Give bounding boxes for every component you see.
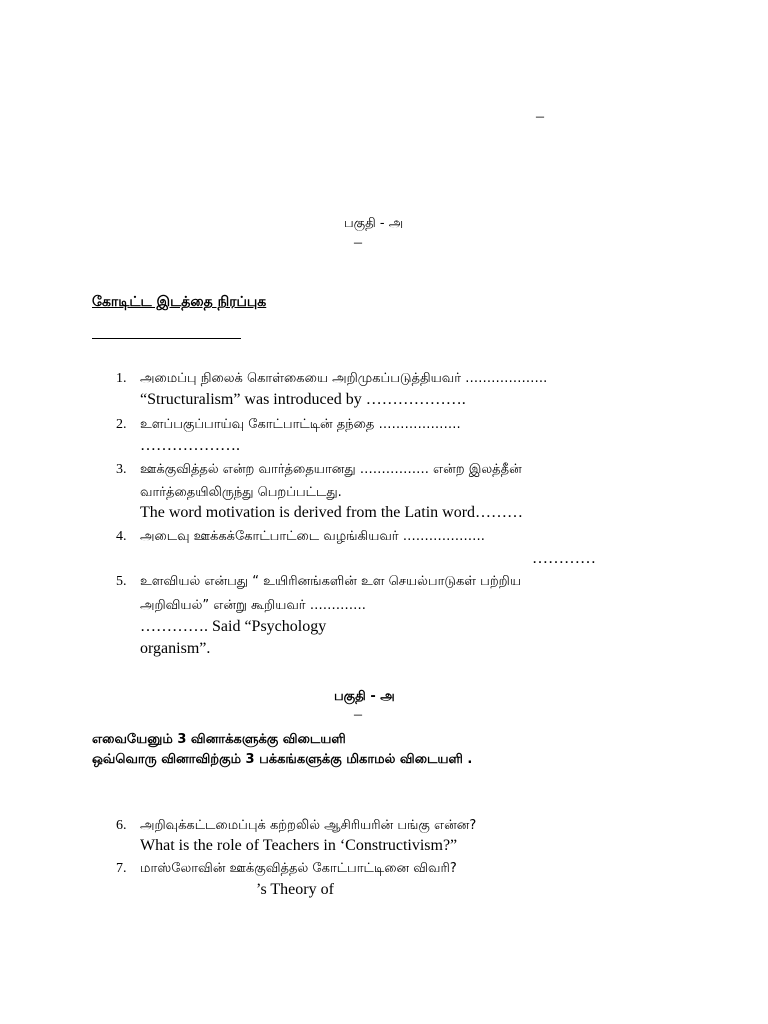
question-text-english: …………. Said “Psychology	[140, 618, 327, 635]
question-text-english: …………	[532, 550, 596, 567]
question-text-english: The word motivation is derived from the Latin word………	[140, 504, 524, 521]
heading-rule	[92, 338, 241, 339]
question-text-tamil: அடைவு ஊக்கக்கோட்பாட்டை வழங்கியவர் ……………….	[140, 529, 485, 544]
question-text-english: ’s Theory of	[256, 881, 334, 898]
section-b-instruction-1: எவையேனும் 3 வினாக்களுக்கு விடையளி	[92, 732, 346, 747]
question-text-tamil-cont: வார்த்தையிலிருந்து பெறப்பட்டது.	[140, 485, 342, 500]
question-number: 6.	[116, 818, 127, 833]
question-text-tamil: அறிவுக்கட்டமைப்புக் கற்றலில் ஆசிரியரின் பங்கு என்ன?	[140, 818, 477, 833]
question-text-tamil: அமைப்பு நிலைக் கொள்கையை அறிமுகப்படுத்தியவர் ……………….	[140, 371, 548, 386]
question-number: 2.	[116, 417, 127, 432]
question-text-tamil: உளப்பகுப்பாய்வு கோட்பாட்டின் தந்தை ……………….	[140, 417, 461, 432]
question-number: 7.	[116, 861, 127, 876]
question-text-tamil: ஊக்குவித்தல் என்ற வார்த்தையானது ……………. என்ற இலத்தீன்	[140, 462, 522, 477]
question-text-english-cont: organism”.	[140, 640, 211, 657]
question-number: 3.	[116, 462, 127, 477]
section-a-heading: கோடிட்ட இடத்தை நிரப்புக	[92, 294, 267, 310]
question-text-tamil: மாஸ்லோவின் ஊக்குவித்தல் கோட்பாட்டினை விவரி?	[140, 861, 457, 876]
header-dash: –	[536, 108, 544, 125]
question-number: 1.	[116, 371, 127, 386]
question-text-tamil: உளவியல் என்பது “ உயிரினங்களின் உள செயல்பாடுகள் பற்றிய	[140, 574, 522, 589]
section-a-dash: –	[354, 234, 362, 251]
question-text-tamil-cont: அறிவியல்” என்று கூறியவர் ………….	[140, 598, 366, 613]
section-a-title: பகுதி - அ	[344, 216, 404, 231]
question-number: 4.	[116, 529, 127, 544]
question-number: 5.	[116, 574, 127, 589]
section-b-title: பகுதி - அ	[334, 689, 395, 704]
question-text-english: ……………….	[140, 437, 240, 454]
question-text-english: What is the role of Teachers in ‘Constructivism?”	[140, 837, 458, 854]
question-text-english: “Structuralism” was introduced by ……………….	[140, 391, 466, 408]
section-b-dash: –	[354, 706, 362, 723]
section-b-instruction-2: ஒவ்வொரு வினாவிற்கும் 3 பக்கங்களுக்கு மிகாமல் விடையளி .	[92, 752, 473, 767]
